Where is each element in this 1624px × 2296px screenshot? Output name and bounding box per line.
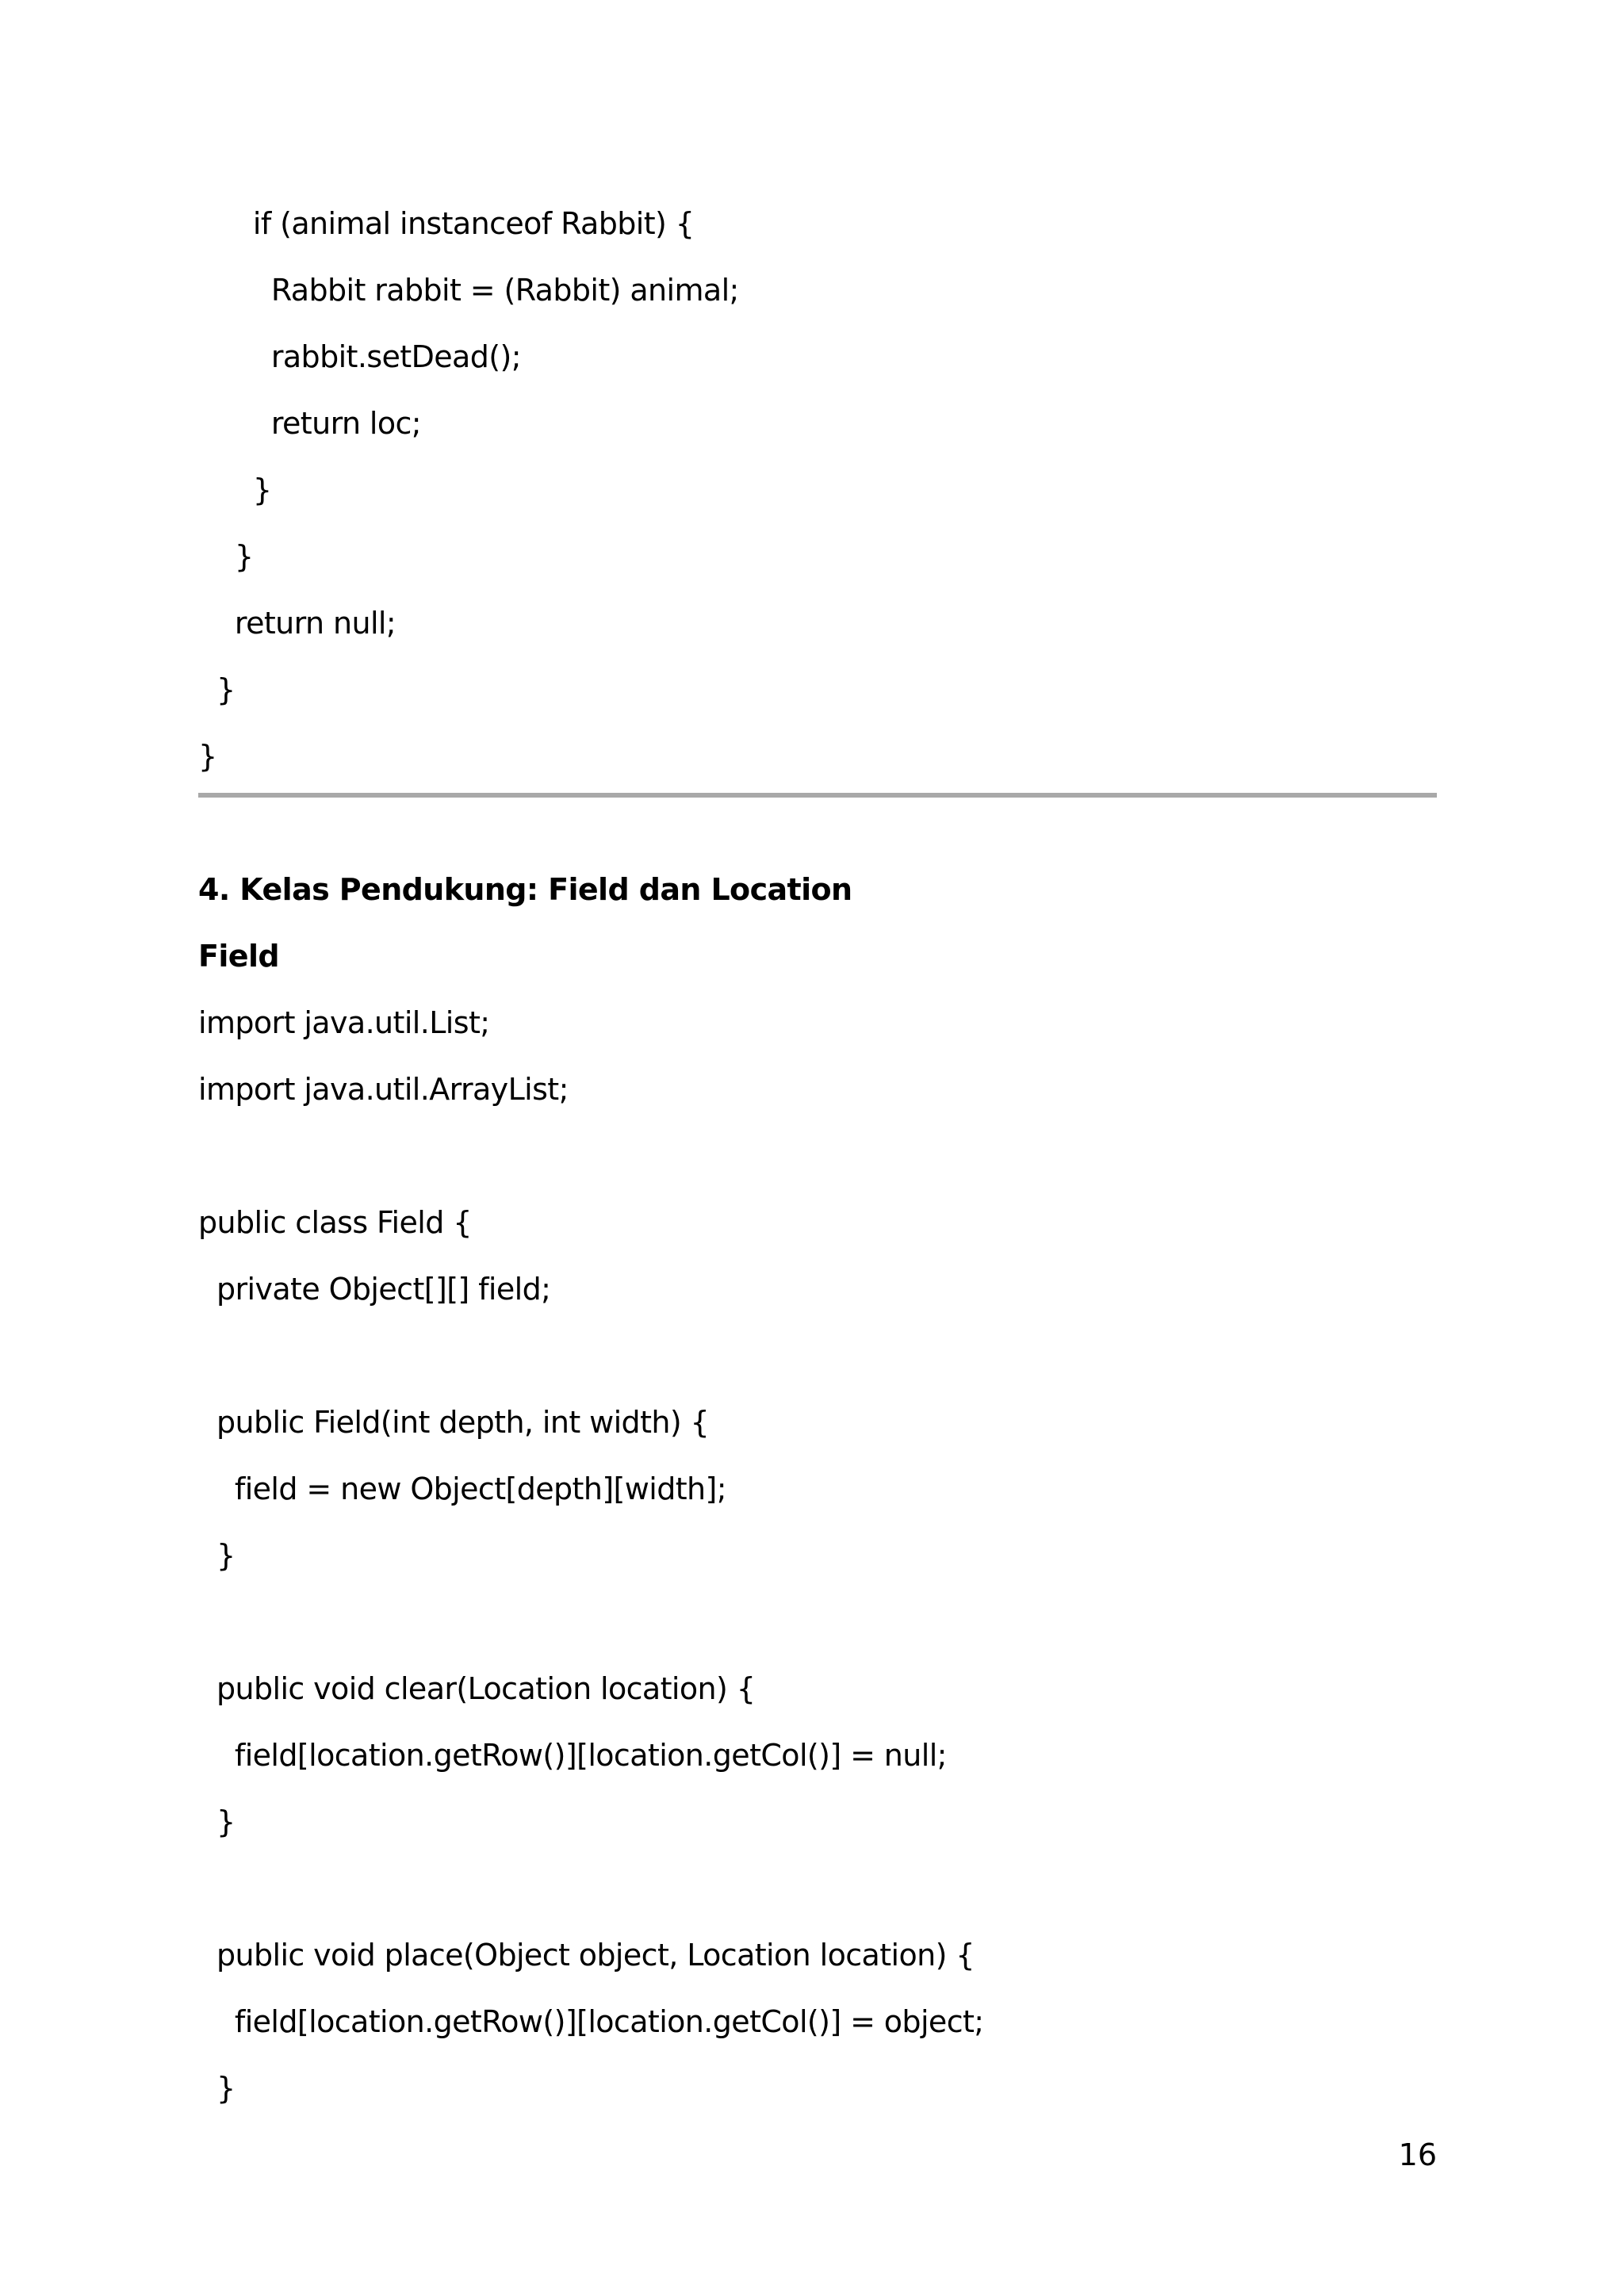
code-line bbox=[198, 1589, 1435, 1655]
code-line bbox=[198, 1322, 1435, 1389]
page-number: 16 bbox=[1398, 2137, 1437, 2172]
code-line: } bbox=[198, 672, 236, 707]
code-line: return loc; bbox=[198, 406, 422, 441]
code-line: } bbox=[198, 2071, 236, 2106]
section-supporting-classes bbox=[198, 856, 1435, 2122]
code-line: field[location.getRow()][location.getCol()] = object; bbox=[198, 2004, 984, 2039]
horizontal-rule bbox=[198, 793, 1437, 798]
code-line: } bbox=[198, 739, 217, 774]
code-line bbox=[198, 1123, 1435, 1189]
code-line: private Object[][] field; bbox=[198, 1272, 551, 1307]
code-line bbox=[198, 1855, 1435, 1922]
code-line: field = new Object[depth][width]; bbox=[198, 1471, 726, 1506]
code-line: field[location.getRow()][location.getCol()] = null; bbox=[198, 1738, 947, 1773]
subsection-heading: Field bbox=[198, 939, 279, 974]
code-line: import java.util.List; bbox=[198, 1005, 490, 1040]
section-heading: 4. Kelas Pendukung: Field dan Location bbox=[198, 872, 852, 907]
code-line: } bbox=[198, 1804, 236, 1839]
code-block-continued bbox=[198, 190, 1435, 790]
code-line: } bbox=[198, 1538, 236, 1573]
code-line: import java.util.ArrayList; bbox=[198, 1072, 569, 1107]
code-line: return null; bbox=[198, 606, 396, 641]
code-line: } bbox=[198, 539, 254, 574]
code-line: rabbit.setDead(); bbox=[198, 339, 521, 374]
code-line: public Field(int depth, int width) { bbox=[198, 1405, 710, 1440]
code-line: public void clear(Location location) { bbox=[198, 1671, 756, 1706]
code-line: Rabbit rabbit = (Rabbit) animal; bbox=[198, 273, 739, 308]
code-line: if (animal instanceof Rabbit) { bbox=[198, 206, 695, 241]
code-line: public class Field { bbox=[198, 1205, 472, 1240]
code-line: } bbox=[198, 473, 272, 507]
code-line: public void place(Object object, Location location) { bbox=[198, 1938, 975, 1973]
